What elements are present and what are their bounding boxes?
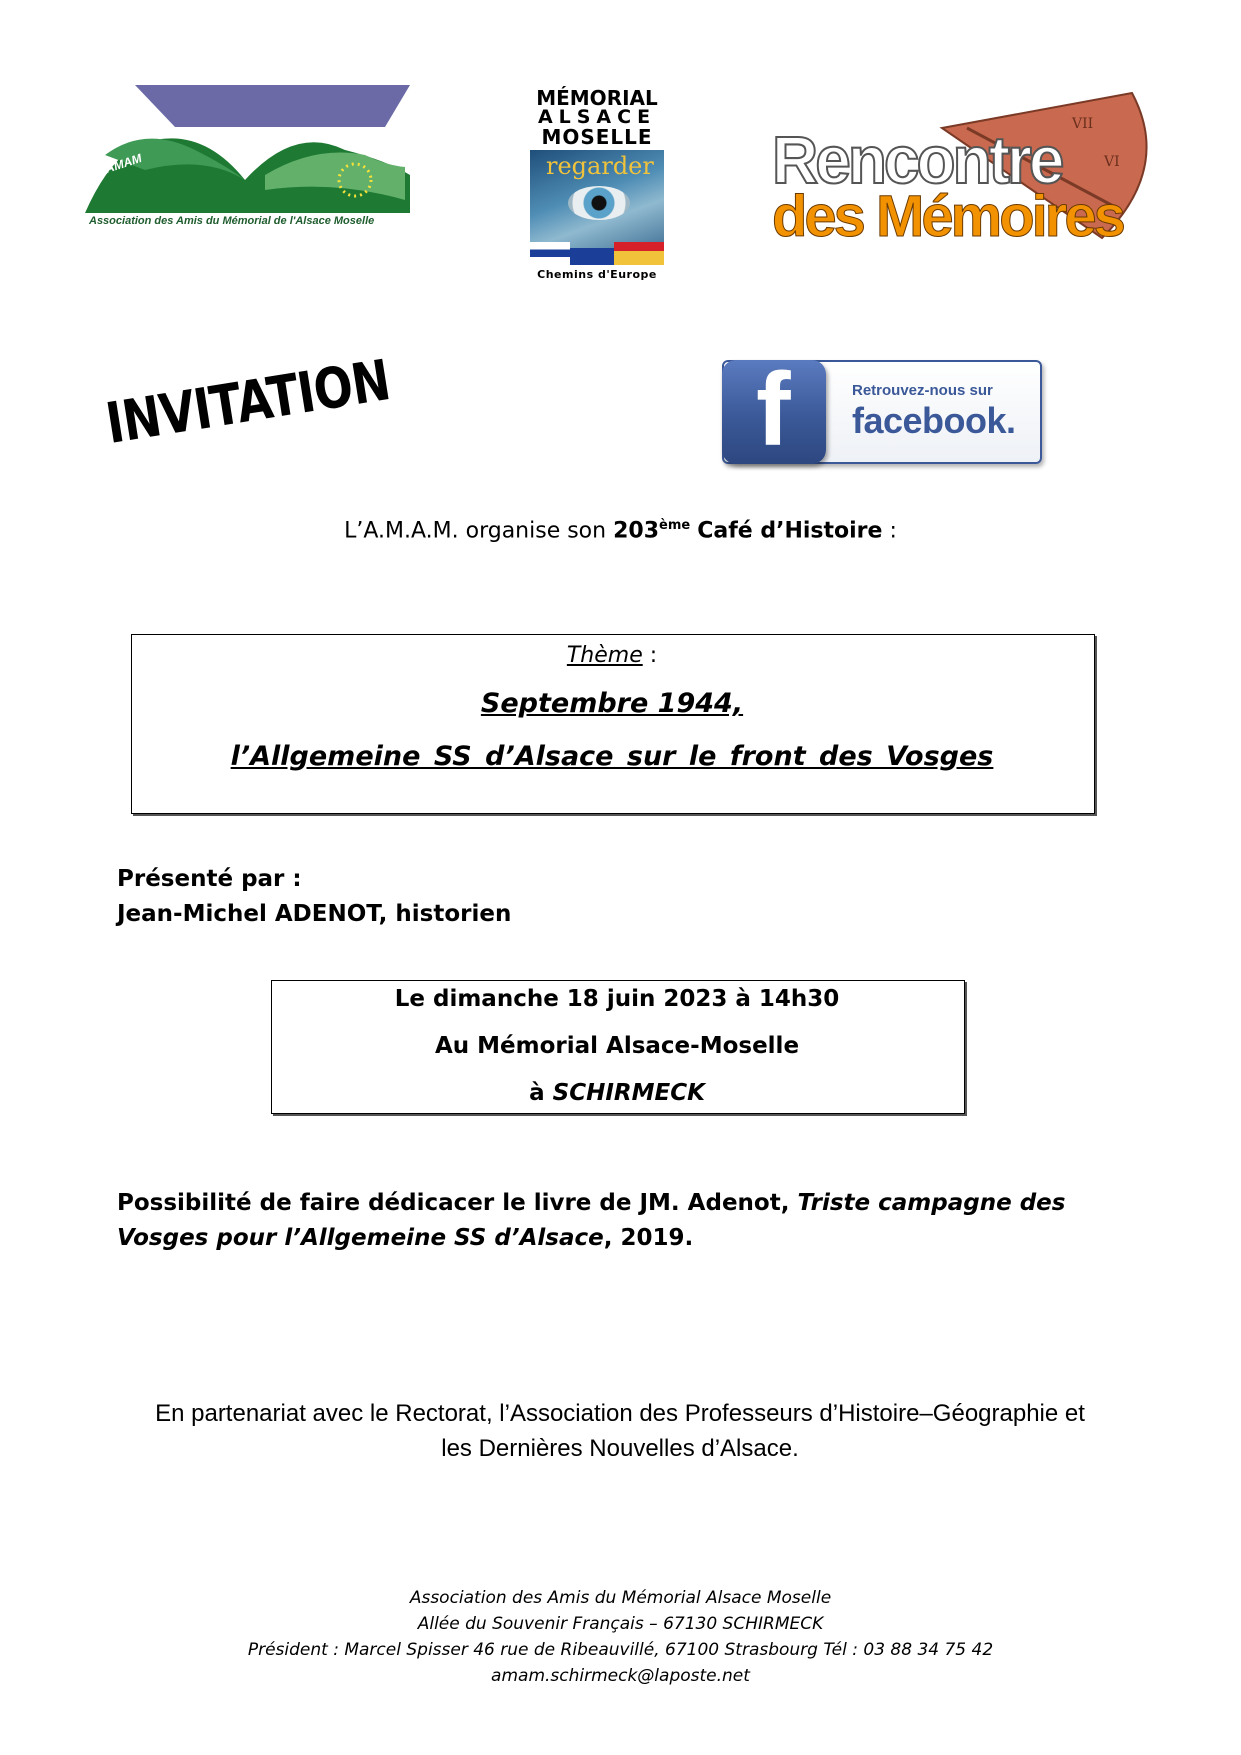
memorial-line3: MOSELLE <box>541 125 653 149</box>
dedicace-suffix: , 2019. <box>603 1225 694 1251</box>
intro-sup: ème <box>659 518 691 533</box>
event-town <box>271 1080 963 1106</box>
rencontre-logo <box>772 88 1172 268</box>
footer-email[interactable]: amam.schirmeck@laposte.net <box>491 1666 750 1686</box>
amam-caption: Association des Amis du Mémorial de l'Alsace Moselle <box>89 215 375 227</box>
memorial-line1: MÉMORIAL <box>536 86 658 110</box>
theme-label-text: Thème <box>566 643 643 668</box>
partnership-paragraph <box>110 1396 1130 1466</box>
event-date: Le dimanche 18 juin 2023 à 14h30 <box>394 986 840 1012</box>
svg-text:VI: VI <box>1104 154 1120 170</box>
theme-title-line1: Septembre 1944, <box>480 688 744 719</box>
partnership-line2: les Dernières Nouvelles d’Alsace. <box>441 1435 799 1462</box>
memorial-regarder: regarder <box>546 152 654 180</box>
memorial-logo <box>527 88 667 288</box>
facebook-line1: Retrouvez-nous sur <box>852 382 993 399</box>
amam-logo <box>85 85 415 235</box>
footer-association: Association des Amis du Mémorial Alsace Moselle <box>409 1588 832 1608</box>
event-town-name: SCHIRMECK <box>552 1080 705 1106</box>
theme-title-line2: l’Allgemeine SS d’Alsace sur le front des Vosges <box>230 741 994 772</box>
facebook-icon: f <box>722 360 826 464</box>
rencontre-line1: Rencontre <box>772 122 1062 198</box>
dedicace-book-title: Triste campagne des Vosges pour l’Allgemeine SS d’Alsace <box>117 1190 1066 1251</box>
memorial-eye-image <box>530 150 664 265</box>
partnership-line1: En partenariat avec le Rectorat, l’Association des Professeurs d’Histoire–Géographie et <box>155 1400 1085 1427</box>
footer-address: Allée du Souvenir Français – 67130 SCHIRMECK <box>417 1614 824 1634</box>
eye-icon <box>568 186 630 220</box>
intro-event: Café d’Histoire <box>697 518 883 544</box>
intro-line <box>0 518 1241 543</box>
dedicace-paragraph <box>117 1186 1117 1256</box>
amam-landscape-icon <box>85 85 415 215</box>
theme-colon: : <box>649 643 658 668</box>
presenter-name: Jean-Michel ADENOT, historien <box>117 901 512 927</box>
rencontre-line2: des Mémoires <box>772 184 1123 249</box>
theme-label <box>131 643 1093 668</box>
intro-number: 203 <box>613 518 660 544</box>
flag-icon <box>614 242 664 265</box>
svg-text:VII: VII <box>1072 116 1094 132</box>
flag-icon <box>530 242 570 265</box>
invitation-title: INVITATION <box>101 348 395 457</box>
event-place: Au Mémorial Alsace-Moselle <box>434 1033 800 1059</box>
dedicace-prefix: Possibilité de faire dédicacer le livre de JM. Adenot, <box>117 1190 790 1216</box>
amam-initials: AMAM <box>103 151 144 176</box>
event-town-prefix: à <box>529 1080 545 1106</box>
presenter-label: Présenté par : <box>117 866 302 892</box>
intro-suffix: : <box>889 518 897 544</box>
facebook-badge[interactable] <box>722 352 1042 468</box>
memorial-line2: ALSACE <box>537 106 657 128</box>
facebook-line2: facebook. <box>852 400 1016 441</box>
intro-prefix: L’A.M.A.M. organise son <box>344 518 607 544</box>
memorial-caption: Chemins d'Europe <box>537 268 657 281</box>
footer-president: Président : Marcel Spisser 46 rue de Ribeauvillé, 67100 Strasbourg Tél : 03 88 34 75 42 <box>247 1640 994 1660</box>
